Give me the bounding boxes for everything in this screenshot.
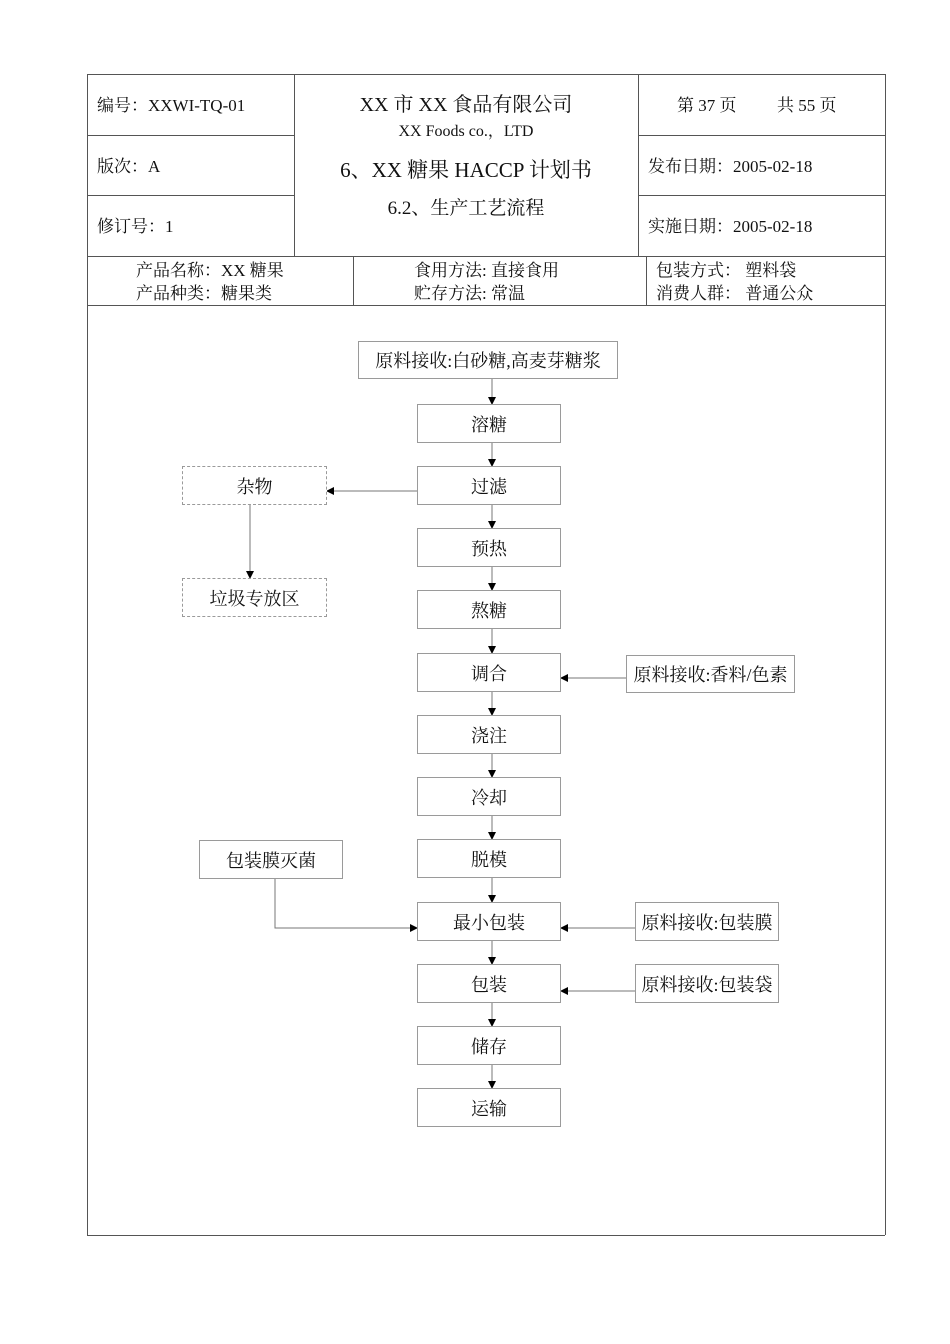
target-consumers: 消费人群： 普通公众 [656, 284, 814, 303]
page-current: 第 37 页 [677, 96, 737, 115]
step-transport: 运输 [417, 1088, 561, 1127]
step-demold: 脱模 [417, 839, 561, 878]
step-minimum-packaging: 最小包装 [417, 902, 561, 941]
raw-material-flavor-color-box: 原料接收:香料/色素 [626, 655, 795, 693]
step-filter: 过滤 [417, 466, 561, 505]
impurities-box: 杂物 [182, 466, 327, 505]
storage-method: 贮存方法: 常温 [414, 284, 525, 303]
step-blend: 调合 [417, 653, 561, 692]
raw-material-bag-box: 原料接收:包装袋 [635, 964, 779, 1003]
step-cool: 冷却 [417, 777, 561, 816]
document-number: 编号：XXWI-TQ-01 [97, 96, 246, 115]
effective-date: 实施日期：2005-02-18 [648, 217, 813, 236]
section-title: 6.2、生产工艺流程 [387, 198, 545, 219]
step-dissolve-sugar: 溶糖 [417, 404, 561, 443]
raw-material-film-box: 原料接收:包装膜 [635, 902, 779, 941]
company-name-en: XX Foods co.，LTD [398, 123, 534, 140]
product-name: 产品名称：XX 糖果 [136, 261, 284, 280]
revision-number: 修订号：1 [97, 217, 174, 236]
issue-date: 发布日期：2005-02-18 [648, 157, 813, 176]
page-total: 共 55 页 [777, 96, 837, 115]
waste-area-box: 垃圾专放区 [182, 578, 327, 617]
step-preheat: 预热 [417, 528, 561, 567]
step-packaging: 包装 [417, 964, 561, 1003]
step-pour: 浇注 [417, 715, 561, 754]
version-number: 版次：A [97, 157, 161, 176]
step-storage: 储存 [417, 1026, 561, 1065]
step-boil-sugar: 熬糖 [417, 590, 561, 629]
packaging-method: 包装方式： 塑料袋 [656, 261, 797, 280]
film-sterilization-box: 包装膜灭菌 [199, 840, 343, 879]
usage-method: 食用方法: 直接食用 [414, 261, 559, 280]
company-name-cn: XX 市 XX 食品有限公司 [359, 94, 573, 116]
arrow-sterilize-to-minpack [275, 879, 417, 928]
plan-title: 6、XX 糖果 HACCP 计划书 [340, 158, 592, 182]
raw-material-sugar-box: 原料接收:白砂糖,高麦芽糖浆 [358, 341, 618, 379]
product-category: 产品种类：糖果类 [136, 284, 272, 303]
